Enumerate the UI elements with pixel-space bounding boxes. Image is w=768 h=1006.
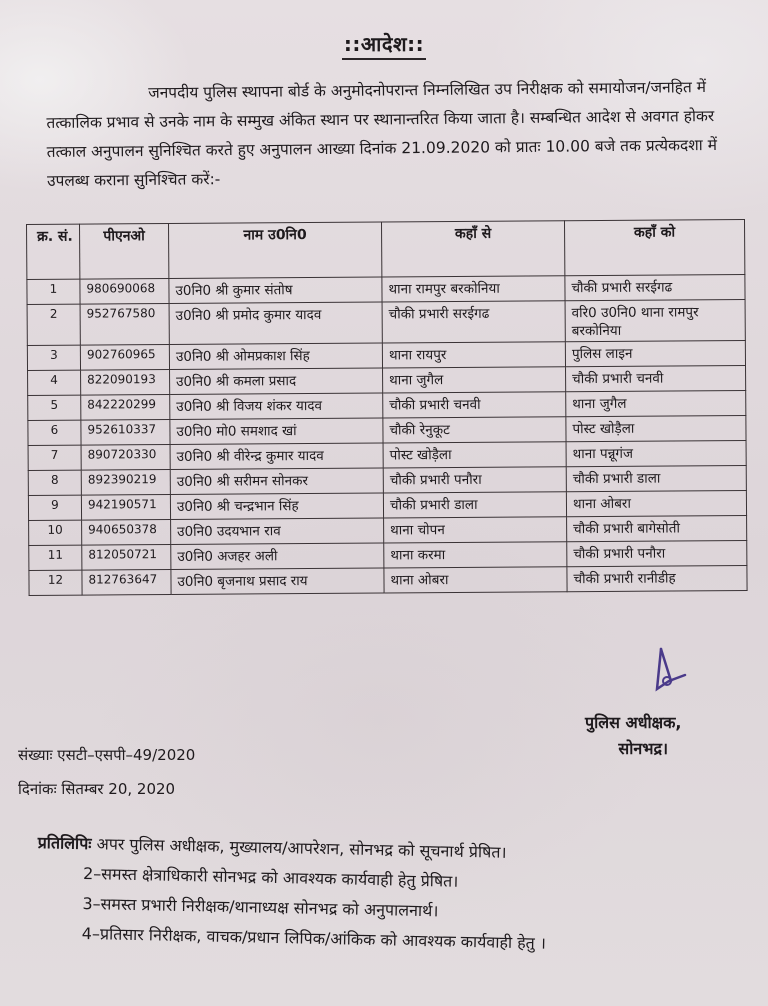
cell-to: थाना जुगैल bbox=[566, 390, 746, 416]
copies-first-text: अपर पुलिस अधीक्षक, मुख्यालय/आपरेशन, सोनभद्र को सूचनार्थ प्रेषित। bbox=[96, 834, 507, 862]
cell-serial-no: 11 bbox=[29, 545, 82, 570]
table-header-row bbox=[27, 219, 745, 279]
cell-name: उ0नि0 श्री चन्द्रभान सिंह bbox=[170, 493, 383, 519]
cell-from: चौकी प्रभारी डाला bbox=[383, 492, 566, 518]
cell-pno: 940650378 bbox=[82, 519, 171, 545]
cell-pno: 890720330 bbox=[81, 444, 170, 470]
cell-to: वरि0 उ0नि0 थाना रामपुर बरकोनिया bbox=[565, 299, 745, 341]
order-title-text: ::आदेश:: bbox=[342, 32, 426, 60]
cell-serial-no: 8 bbox=[28, 470, 81, 495]
cell-from: चौकी रेनुकूट bbox=[383, 417, 566, 443]
copies-block bbox=[35, 828, 548, 959]
cell-pno: 952610337 bbox=[81, 420, 170, 446]
cell-pno: 902760965 bbox=[80, 345, 169, 371]
header-serial-no: क्र. सं. bbox=[27, 224, 80, 279]
table-row bbox=[27, 299, 745, 345]
cell-from: थाना करमा bbox=[384, 542, 567, 568]
cell-serial-no: 5 bbox=[28, 395, 81, 420]
cell-serial-no: 1 bbox=[27, 279, 80, 304]
cell-serial-no: 2 bbox=[27, 304, 80, 345]
cell-to: चौकी प्रभारी बागेसोती bbox=[567, 515, 747, 541]
header-name: नाम उ0नि0 bbox=[169, 222, 382, 278]
cell-from: थाना चोपन bbox=[384, 517, 567, 543]
cell-name: उ0नि0 बृजनाथ प्रसाद राय bbox=[171, 568, 384, 594]
cell-serial-no: 6 bbox=[28, 420, 81, 445]
transfer-table bbox=[26, 219, 748, 596]
cell-to: चौकी प्रभारी डाला bbox=[566, 465, 746, 491]
signature-icon bbox=[655, 645, 695, 695]
copies-label: प्रतिलिपिः bbox=[37, 832, 92, 854]
copies-item: 4–प्रतिसार निरीक्षक, वाचक/प्रधान लिपिक/आंकिक को आवश्यक कार्यवाही हेतु । bbox=[81, 923, 547, 953]
cell-name: उ0नि0 मो0 समशाद खां bbox=[170, 418, 383, 444]
cell-name: उ0नि0 श्री प्रमोद कुमार यादव bbox=[169, 302, 382, 344]
cell-name: उ0नि0 अजहर अली bbox=[171, 543, 384, 569]
paragraph-indent bbox=[46, 98, 148, 99]
cell-to: थाना पन्नूगंज bbox=[566, 440, 746, 466]
cell-pno: 980690068 bbox=[80, 279, 169, 305]
reference-block bbox=[18, 738, 195, 806]
copies-item: 3–समस्त प्रभारी निरीक्षक/थानाध्यक्ष सोनभद्र को अनुपालनार्थ। bbox=[82, 893, 439, 921]
cell-pno: 822090193 bbox=[81, 370, 170, 396]
cell-pno: 892390219 bbox=[81, 469, 170, 495]
cell-pno: 812050721 bbox=[82, 544, 171, 570]
cell-from: चौकी प्रभारी सरईगढ bbox=[382, 301, 565, 343]
header-to: कहाँ को bbox=[564, 219, 744, 275]
order-paragraph-text: जनपदीय पुलिस स्थापना बोर्ड के अनुमोदनोपरान्त निम्नलिखित उप निरीक्षक को समायोजन/जनहित में तत्कालिक प्रभाव से उनके नाम के सम्मुख अंकित स्थान पर स्थानान्तरित किया जाता है। सम्बन्धित आदेश से अवगत होकर तत्काल अनुपालन सुनिश्चित करते हुए अनुपालन आख्या दिनांक 21.09.2020 को प्रातः 10.00 बजे तक प्रत्येकदशा में उपलब्ध कराना सुनिश्चित करें:- bbox=[46, 78, 718, 190]
cell-to: चौकी प्रभारी पनौरा bbox=[567, 540, 747, 566]
signatory-block bbox=[585, 710, 682, 762]
cell-pno: 952767580 bbox=[80, 304, 169, 346]
cell-from: थाना ओबरा bbox=[384, 567, 567, 593]
cell-to: चौकी प्रभारी सरईगढ bbox=[565, 274, 745, 300]
cell-from: थाना रायपुर bbox=[382, 342, 565, 368]
reference-date: दिनांकः सितम्बर 20, 2020 bbox=[18, 780, 176, 798]
copies-item: 2–समस्त क्षेत्राधिकारी सोनभद्र को आवश्यक कार्यवाही हेतु प्रेषित। bbox=[82, 863, 459, 891]
cell-from: चौकी प्रभारी चनवी bbox=[383, 392, 566, 418]
signatory-designation: पुलिस अधीक्षक, bbox=[585, 713, 682, 732]
order-title bbox=[0, 30, 768, 57]
cell-to: थाना ओबरा bbox=[566, 490, 746, 516]
cell-name: उ0नि0 श्री विजय शंकर यादव bbox=[170, 393, 383, 419]
cell-serial-no: 3 bbox=[27, 345, 80, 370]
cell-from: थाना रामपुर बरकोनिया bbox=[382, 276, 565, 302]
cell-name: उ0नि0 श्री कमला प्रसाद bbox=[170, 368, 383, 394]
cell-to: चौकी प्रभारी रानीडीह bbox=[567, 565, 747, 591]
cell-name: उ0नि0 श्री वीरेन्द्र कुमार यादव bbox=[170, 443, 383, 469]
cell-pno: 812763647 bbox=[82, 569, 171, 595]
header-from: कहाँ से bbox=[381, 221, 564, 277]
cell-name: उ0नि0 उदयभान राव bbox=[171, 518, 384, 544]
cell-name: उ0नि0 श्री कुमार संतोष bbox=[169, 277, 382, 303]
order-paragraph bbox=[46, 73, 747, 196]
cell-serial-no: 12 bbox=[29, 570, 82, 595]
cell-to: पोस्ट खोड़ैला bbox=[566, 415, 746, 441]
cell-from: थाना जुगैल bbox=[383, 367, 566, 393]
cell-to: चौकी प्रभारी चनवी bbox=[566, 365, 746, 391]
reference-number: संख्याः एसटी–एसपी–49/2020 bbox=[18, 746, 196, 764]
cell-name: उ0नि0 श्री सरीमन सोनकर bbox=[170, 468, 383, 494]
header-pno: पीएनओ bbox=[80, 224, 169, 280]
cell-pno: 842220299 bbox=[81, 395, 170, 421]
signatory-location: सोनभद्र। bbox=[618, 739, 669, 758]
cell-pno: 942190571 bbox=[81, 494, 170, 520]
cell-name: उ0नि0 श्री ओमप्रकाश सिंह bbox=[169, 343, 382, 369]
cell-serial-no: 10 bbox=[29, 520, 82, 545]
cell-to: पुलिस लाइन bbox=[565, 340, 745, 366]
cell-serial-no: 7 bbox=[28, 445, 81, 470]
cell-from: पोस्ट खोड़ैला bbox=[383, 442, 566, 468]
cell-from: चौकी प्रभारी पनौरा bbox=[383, 467, 566, 493]
cell-serial-no: 4 bbox=[28, 370, 81, 395]
cell-serial-no: 9 bbox=[28, 495, 81, 520]
table-row bbox=[29, 565, 747, 595]
